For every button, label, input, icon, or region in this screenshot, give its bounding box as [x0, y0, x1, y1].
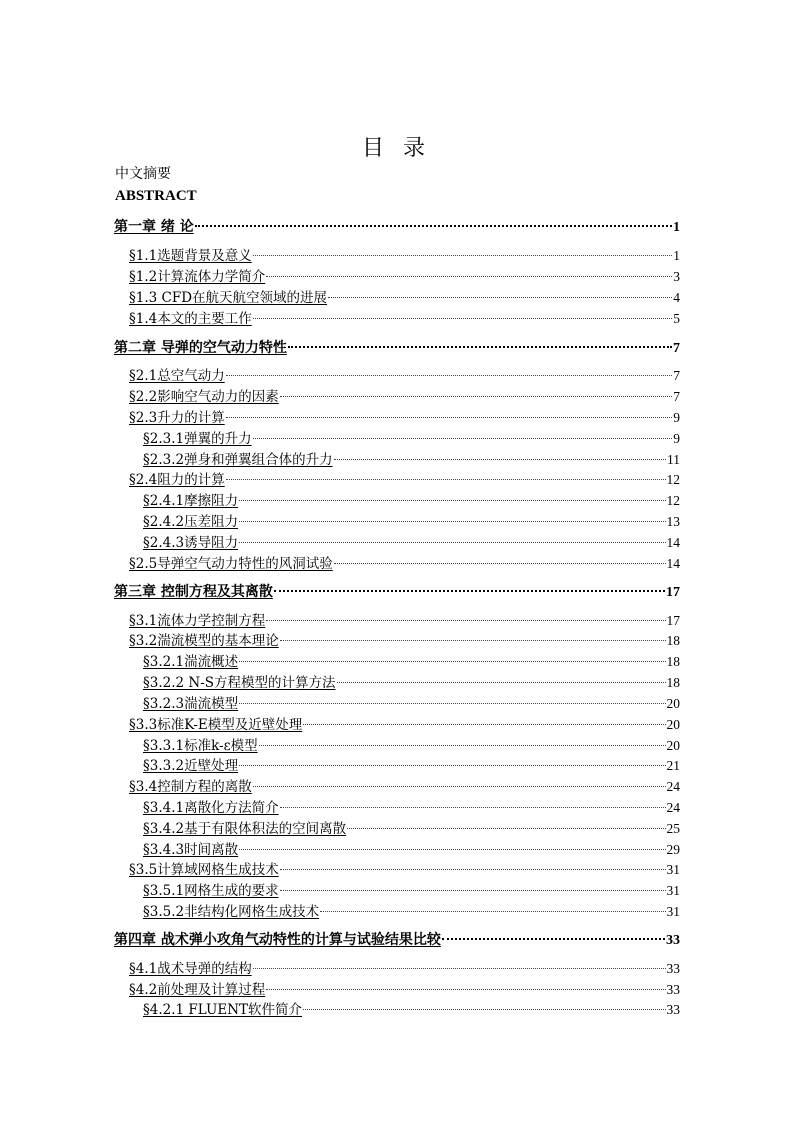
toc-page-number: 9 — [673, 410, 680, 425]
dot-leader — [253, 425, 673, 443]
toc-entry-label[interactable]: §2.1总空气动力 — [129, 368, 225, 384]
toc-page-number: 21 — [666, 758, 680, 773]
toc-page-number: 31 — [666, 904, 680, 919]
page-title: 目 录 — [362, 136, 431, 161]
toc-entry-label[interactable]: §2.4.3诱导阻力 — [143, 535, 239, 551]
toc-section[interactable] — [129, 627, 680, 650]
dot-leader — [280, 856, 666, 874]
toc-entry-label[interactable]: §3.4.2基于有限体积法的空间离散 — [143, 821, 347, 837]
toc-page-number: 1 — [673, 220, 680, 235]
toc-entry-label[interactable]: §2.3.2弹身和弹翼组合体的升力 — [143, 452, 333, 468]
toc-page-number: 33 — [666, 933, 680, 948]
toc-page-number: 31 — [666, 883, 680, 898]
dot-leader — [253, 305, 673, 323]
toc-section[interactable] — [129, 383, 680, 406]
toc-entry-label[interactable]: §3.4.3时间离散 — [143, 842, 239, 858]
toc-entry-label[interactable]: §3.2.3湍流模型 — [143, 696, 239, 712]
toc-chapter[interactable] — [114, 926, 680, 950]
toc-page-number: 12 — [666, 493, 680, 508]
toc-section[interactable] — [129, 773, 680, 796]
toc-page-number: 25 — [666, 821, 680, 836]
toc-entry-label[interactable]: §4.2.1 FLUENT软件简介 — [143, 1002, 303, 1018]
toc-section[interactable] — [143, 669, 680, 692]
toc-entry-label[interactable]: §3.5.2非结构化网格生成技术 — [143, 904, 320, 920]
toc-entry-label[interactable]: §3.3标准K-E模型及近壁处理 — [129, 717, 303, 733]
toc-entry-label[interactable]: §1.4本文的主要工作 — [129, 311, 252, 327]
toc-page-number: 20 — [666, 696, 680, 711]
dot-leader — [226, 466, 666, 484]
toc-entry-label[interactable]: §3.1流体力学控制方程 — [129, 613, 266, 629]
toc-section[interactable] — [143, 794, 680, 817]
toc-entry-label[interactable]: §2.2影响空气动力的因素 — [129, 389, 279, 405]
toc-section[interactable] — [129, 305, 680, 328]
toc-page-number: 33 — [666, 982, 680, 997]
toc-page-number: 7 — [673, 341, 680, 356]
toc-section[interactable] — [129, 242, 680, 265]
dot-leader — [442, 926, 665, 944]
toc-section[interactable] — [129, 404, 680, 427]
toc-entry-label[interactable]: 第四章 战术弹小攻角气动特性的计算与试验结果比较 — [114, 932, 441, 948]
toc-section[interactable] — [143, 898, 680, 921]
dot-leader — [259, 732, 666, 750]
dot-leader — [239, 529, 665, 547]
toc-entry-label[interactable]: §1.2计算流体力学简介 — [129, 269, 266, 285]
toc-page-number: 17 — [666, 613, 680, 628]
toc-entry-label[interactable]: §2.3升力的计算 — [129, 410, 225, 426]
dot-leader — [226, 362, 673, 380]
toc-page-number: 20 — [666, 717, 680, 732]
toc-page-number: 11 — [667, 452, 680, 467]
toc-entry-label[interactable]: §2.4阻力的计算 — [129, 472, 225, 488]
dot-leader — [280, 877, 666, 895]
toc-section[interactable] — [143, 425, 680, 448]
toc-page-number: 7 — [673, 389, 680, 404]
toc-abstract-en[interactable]: ABSTRACT — [115, 188, 197, 204]
dot-leader — [280, 627, 666, 645]
dot-leader — [320, 898, 665, 916]
toc-entry-label[interactable]: §2.4.1摩擦阻力 — [143, 493, 239, 509]
toc-section[interactable] — [129, 550, 680, 573]
toc-entry-label[interactable]: 第三章 控制方程及其离散 — [114, 584, 273, 600]
dot-leader — [239, 508, 665, 526]
toc-page-number: 18 — [666, 675, 680, 690]
toc-page-number: 18 — [666, 633, 680, 648]
dot-leader — [274, 578, 665, 596]
toc-page-number: 20 — [666, 738, 680, 753]
dot-leader — [280, 794, 666, 812]
toc-page-number: 7 — [673, 368, 680, 383]
toc-section[interactable] — [129, 362, 680, 385]
toc-entry-label[interactable]: §2.5导弹空气动力特性的风洞试验 — [129, 556, 333, 572]
dot-leader — [328, 284, 672, 302]
toc-page-number: 12 — [666, 472, 680, 487]
toc-page-number: 9 — [673, 431, 680, 446]
toc-section[interactable] — [143, 996, 680, 1019]
dot-leader — [239, 752, 665, 770]
toc-page-number: 24 — [666, 779, 680, 794]
toc-abstract-cn[interactable]: 中文摘要 — [115, 166, 171, 182]
toc-section[interactable] — [129, 856, 680, 879]
toc-section[interactable] — [143, 487, 680, 510]
dot-leader — [226, 404, 673, 422]
toc-entry-label[interactable]: §3.2湍流模型的基本理论 — [129, 633, 279, 649]
toc-entry-label[interactable]: §4.1战术导弹的结构 — [129, 961, 252, 977]
dot-leader — [253, 773, 666, 791]
toc-section[interactable] — [143, 648, 680, 671]
toc-section[interactable] — [129, 466, 680, 489]
toc-entry-label[interactable]: §2.4.2压差阻力 — [143, 514, 239, 530]
dot-leader — [266, 263, 672, 281]
toc-page-number: 14 — [666, 556, 680, 571]
toc-section[interactable] — [143, 877, 680, 900]
toc-entry-label[interactable]: §3.4控制方程的离散 — [129, 779, 252, 795]
dot-leader — [239, 487, 665, 505]
dot-leader — [253, 242, 673, 260]
dot-leader — [280, 383, 673, 401]
dot-leader — [239, 836, 665, 854]
toc-entry-label[interactable]: §3.3.2近壁处理 — [143, 758, 239, 774]
toc-page-number: 31 — [666, 862, 680, 877]
toc-section[interactable] — [129, 955, 680, 978]
dot-leader — [253, 955, 666, 973]
toc-section[interactable] — [143, 690, 680, 713]
toc-page-number: 33 — [666, 1002, 680, 1017]
toc-entry-label[interactable]: §3.2.1湍流概述 — [143, 654, 239, 670]
dot-leader — [239, 648, 665, 666]
toc-page-number: 17 — [666, 585, 680, 600]
toc-entry-label[interactable]: §1.1选题背景及意义 — [129, 248, 252, 264]
dot-leader — [303, 711, 665, 729]
toc-entry-label[interactable]: 第一章 绪 论 — [114, 219, 194, 235]
toc-page-number: 24 — [666, 800, 680, 815]
toc-entry-label[interactable]: §4.2前处理及计算过程 — [129, 982, 266, 998]
dot-leader — [334, 446, 666, 464]
dot-leader — [266, 976, 665, 994]
toc-entry-label[interactable]: §3.3.1标准k-ε模型 — [143, 738, 258, 754]
toc-section[interactable] — [129, 263, 680, 286]
toc-page-number: 33 — [666, 961, 680, 976]
toc-entry-label[interactable]: §3.4.1离散化方法简介 — [143, 800, 279, 816]
toc-chapter[interactable] — [114, 578, 680, 602]
toc-page-number: 3 — [673, 269, 680, 284]
toc-page-number: 4 — [673, 290, 680, 305]
dot-leader — [239, 690, 665, 708]
dot-leader — [266, 607, 665, 625]
toc-section[interactable] — [143, 529, 680, 552]
toc-section[interactable] — [143, 815, 680, 838]
dot-leader — [337, 669, 666, 687]
toc-page-number: 29 — [666, 842, 680, 857]
toc-chapter[interactable] — [114, 334, 680, 358]
toc-entry-label[interactable]: §3.5.1网格生成的要求 — [143, 883, 279, 899]
toc-page-number: 13 — [666, 514, 680, 529]
toc-page-number: 5 — [673, 311, 680, 326]
dot-leader — [195, 213, 672, 231]
dot-leader — [347, 815, 665, 833]
toc-section[interactable] — [143, 508, 680, 531]
toc-entry-label[interactable]: §2.3.1弹翼的升力 — [143, 431, 252, 447]
toc-page-number: 18 — [666, 654, 680, 669]
toc-section[interactable] — [143, 752, 680, 775]
toc-page-number: 14 — [666, 535, 680, 550]
toc-chapter[interactable] — [114, 213, 680, 237]
dot-leader — [288, 334, 672, 352]
toc-entry-label[interactable]: 第二章 导弹的空气动力特性 — [114, 340, 287, 356]
toc-entry-label[interactable]: §3.2.2 N-S方程模型的计算方法 — [143, 675, 336, 691]
toc-section[interactable] — [129, 284, 680, 307]
toc-entry-label[interactable]: §1.3 CFD在航天航空领域的进展 — [129, 290, 328, 306]
toc-entry-label[interactable]: §3.5计算域网格生成技术 — [129, 862, 279, 878]
dot-leader — [303, 996, 665, 1014]
dot-leader — [334, 550, 666, 568]
toc-section[interactable] — [129, 711, 680, 734]
toc-page-number: 1 — [673, 248, 680, 263]
